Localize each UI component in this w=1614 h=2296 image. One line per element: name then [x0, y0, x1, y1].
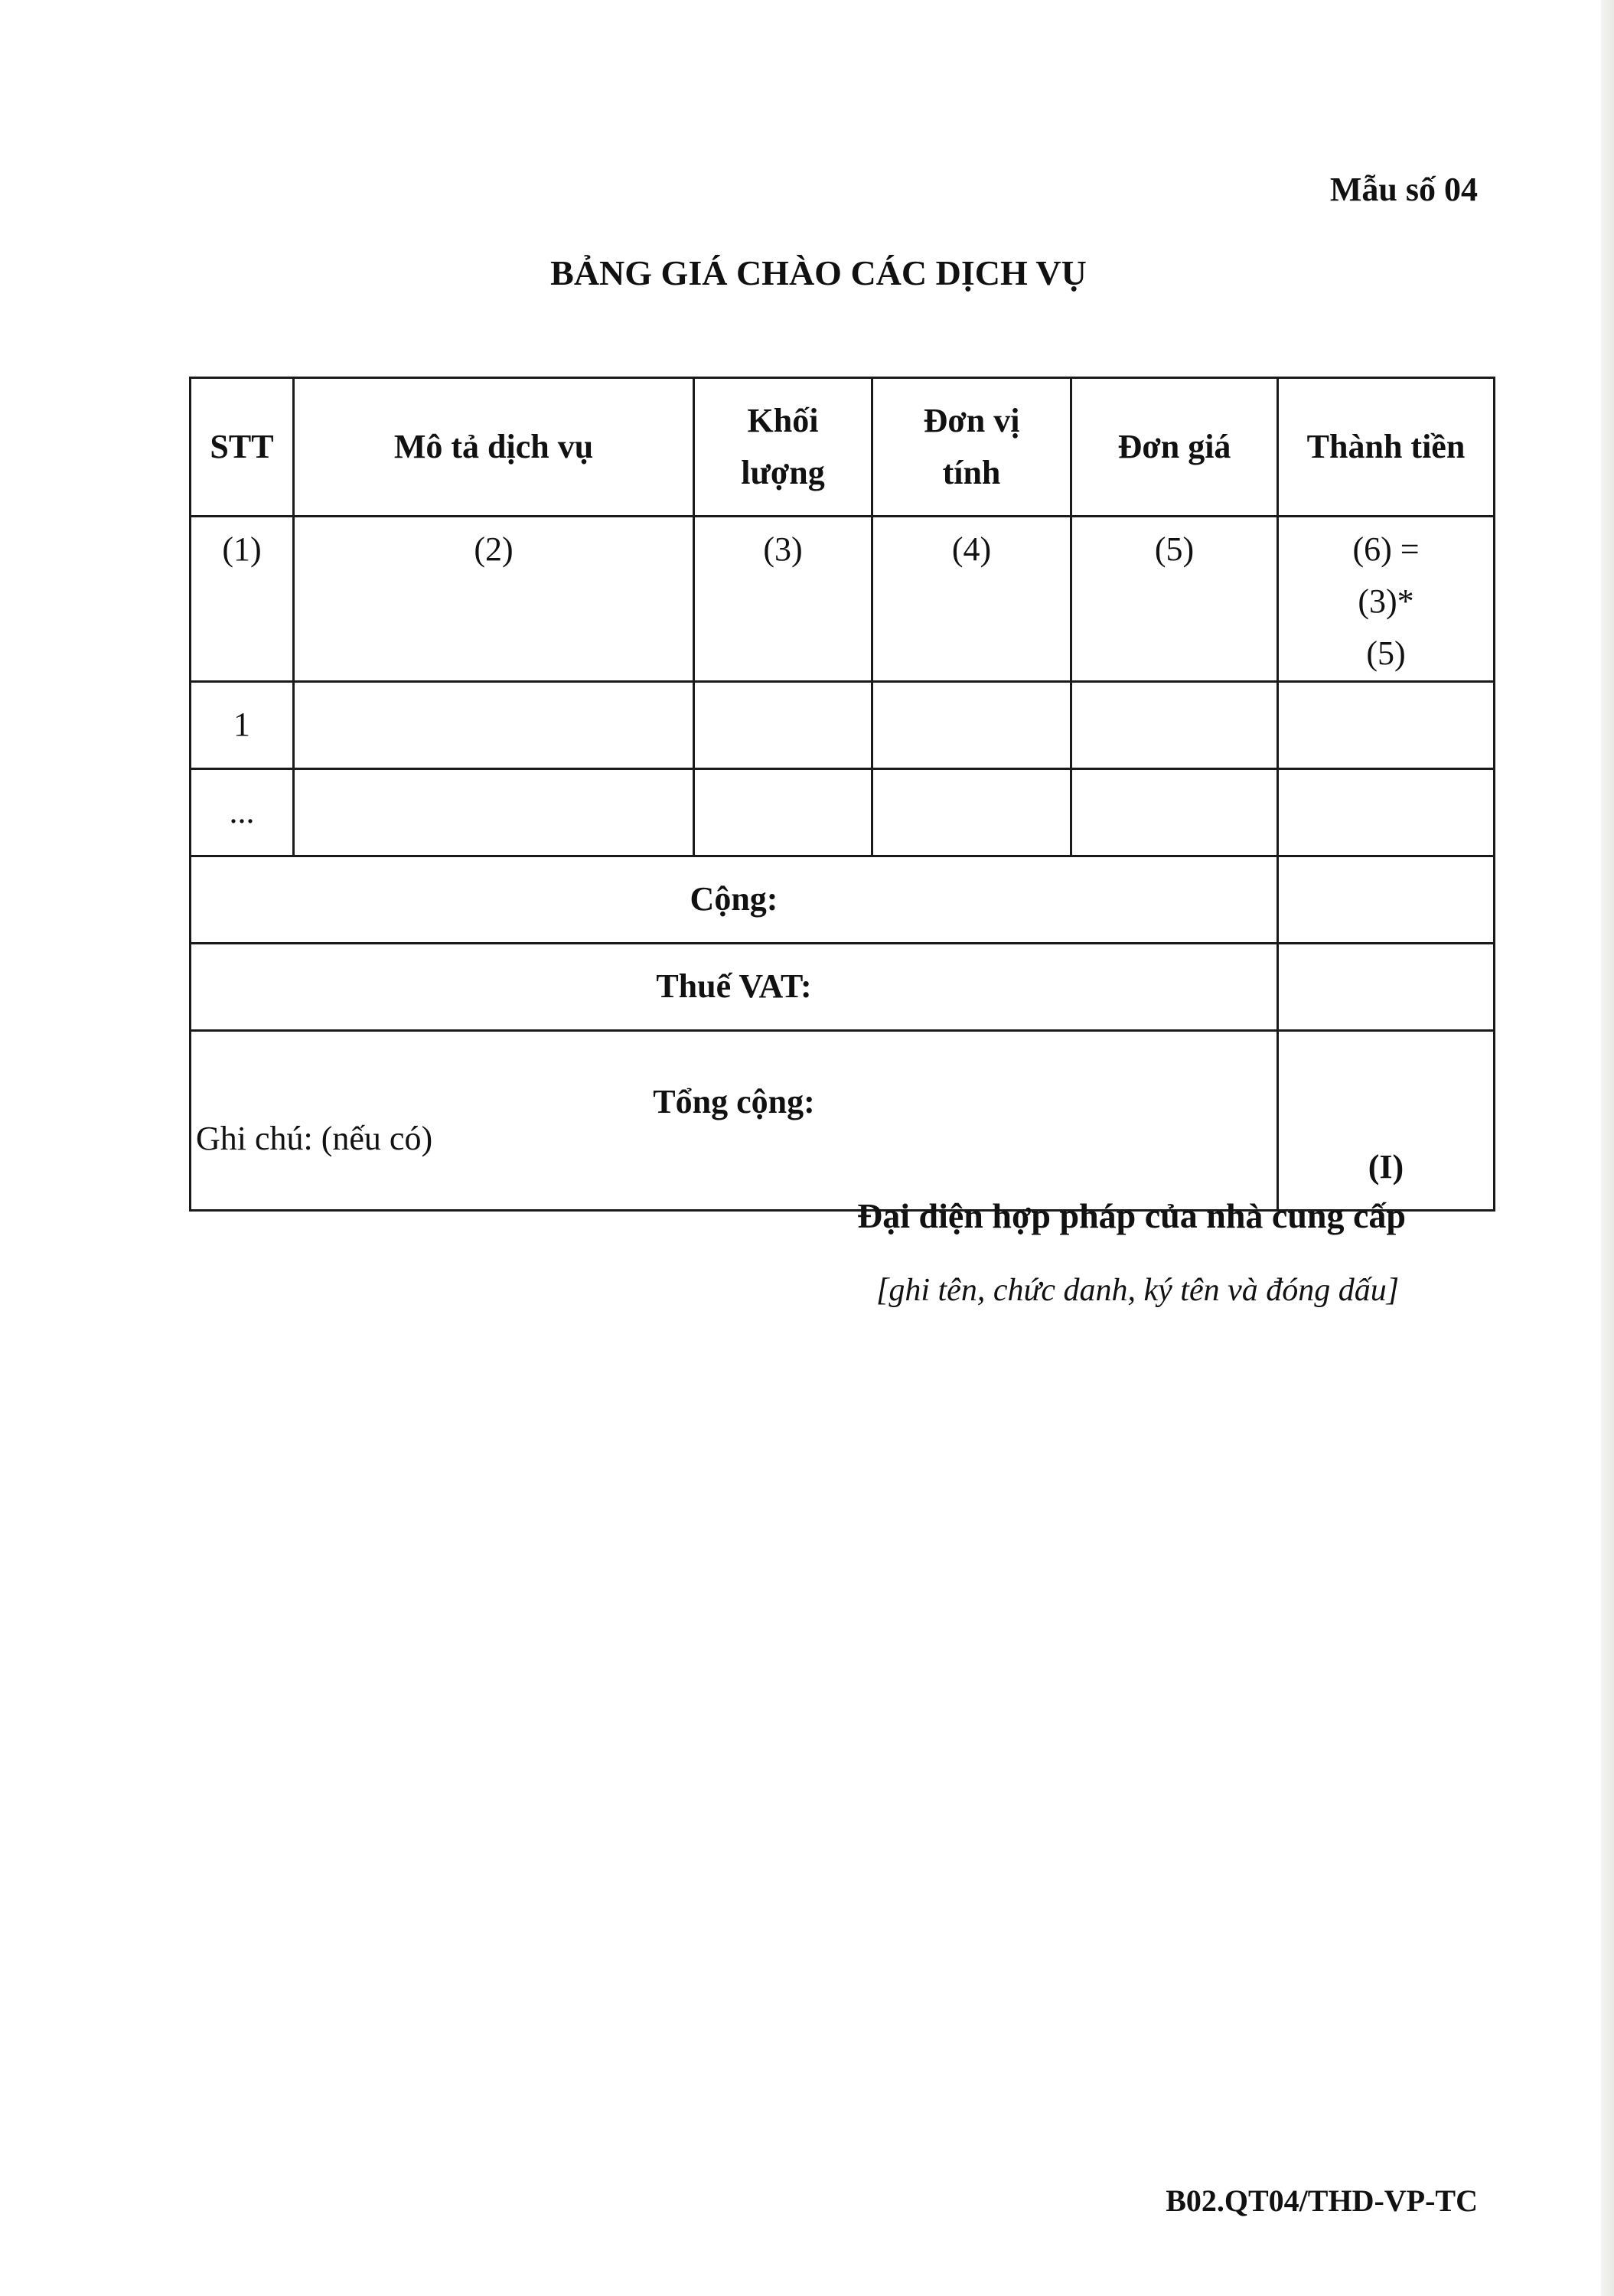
page-edge: [1601, 0, 1614, 2296]
row-amount-cell[interactable]: [1278, 768, 1495, 856]
row-quantity-cell[interactable]: [694, 768, 872, 856]
column-number-row: [191, 517, 1495, 682]
document-title: BẢNG GIÁ CHÀO CÁC DỊCH VỤ: [550, 253, 1087, 292]
row-unit-cell[interactable]: [872, 681, 1071, 768]
table-row: [191, 681, 1495, 768]
note-text: Ghi chú: (nếu có): [196, 1120, 433, 1157]
total-label: Tổng cộng:: [191, 1030, 1278, 1210]
row-quantity-cell[interactable]: [694, 681, 872, 768]
row-unit-cell[interactable]: [872, 768, 1071, 856]
vat-value-cell[interactable]: [1278, 943, 1495, 1030]
table-row: [191, 768, 1495, 856]
column-number-2: (2): [294, 517, 694, 682]
vat-row: [191, 943, 1495, 1030]
column-header-amount: Thành tiền: [1278, 378, 1495, 517]
form-number: Mẫu số 04: [1329, 171, 1478, 208]
row-unit-price-cell[interactable]: [1071, 768, 1278, 856]
row-stt: ...: [191, 768, 294, 856]
column-header-unit-text: Đơn vị tính: [923, 401, 1020, 491]
price-table: [189, 377, 1495, 1212]
signature-hint: [ghi tên, chức danh, ký tên và đóng dấu]: [876, 1273, 1400, 1308]
row-description-cell[interactable]: [294, 768, 694, 856]
signature-title: Đại diện hợp pháp của nhà cung cấp: [857, 1196, 1406, 1235]
column-number-5: (5): [1071, 517, 1278, 682]
row-description-cell[interactable]: [294, 681, 694, 768]
column-number-4: (4): [872, 517, 1071, 682]
row-unit-price-cell[interactable]: [1071, 681, 1278, 768]
subtotal-value-cell[interactable]: [1278, 856, 1495, 943]
subtotal-label: Cộng:: [191, 856, 1278, 943]
column-header-unit: [872, 378, 1071, 517]
vat-label: Thuế VAT:: [191, 943, 1278, 1030]
row-amount-cell[interactable]: [1278, 681, 1495, 768]
column-number-1: (1): [191, 517, 294, 682]
column-header-quantity-text: Khối lượng: [741, 401, 825, 491]
column-number-6: [1278, 517, 1495, 682]
column-header-stt: STT: [191, 378, 294, 517]
column-header-quantity: [694, 378, 872, 517]
column-number-3: (3): [694, 517, 872, 682]
column-number-6-text: (6) = (3)*(5): [1352, 530, 1420, 673]
row-stt: 1: [191, 681, 294, 768]
subtotal-row: [191, 856, 1495, 943]
total-value: (I): [1278, 1030, 1495, 1210]
table-header-row: [191, 378, 1495, 517]
column-header-description: Mô tả dịch vụ: [294, 378, 694, 517]
document-code: B02.QT04/THD-VP-TC: [1166, 2183, 1478, 2218]
column-header-unit-price: Đơn giá: [1071, 378, 1278, 517]
